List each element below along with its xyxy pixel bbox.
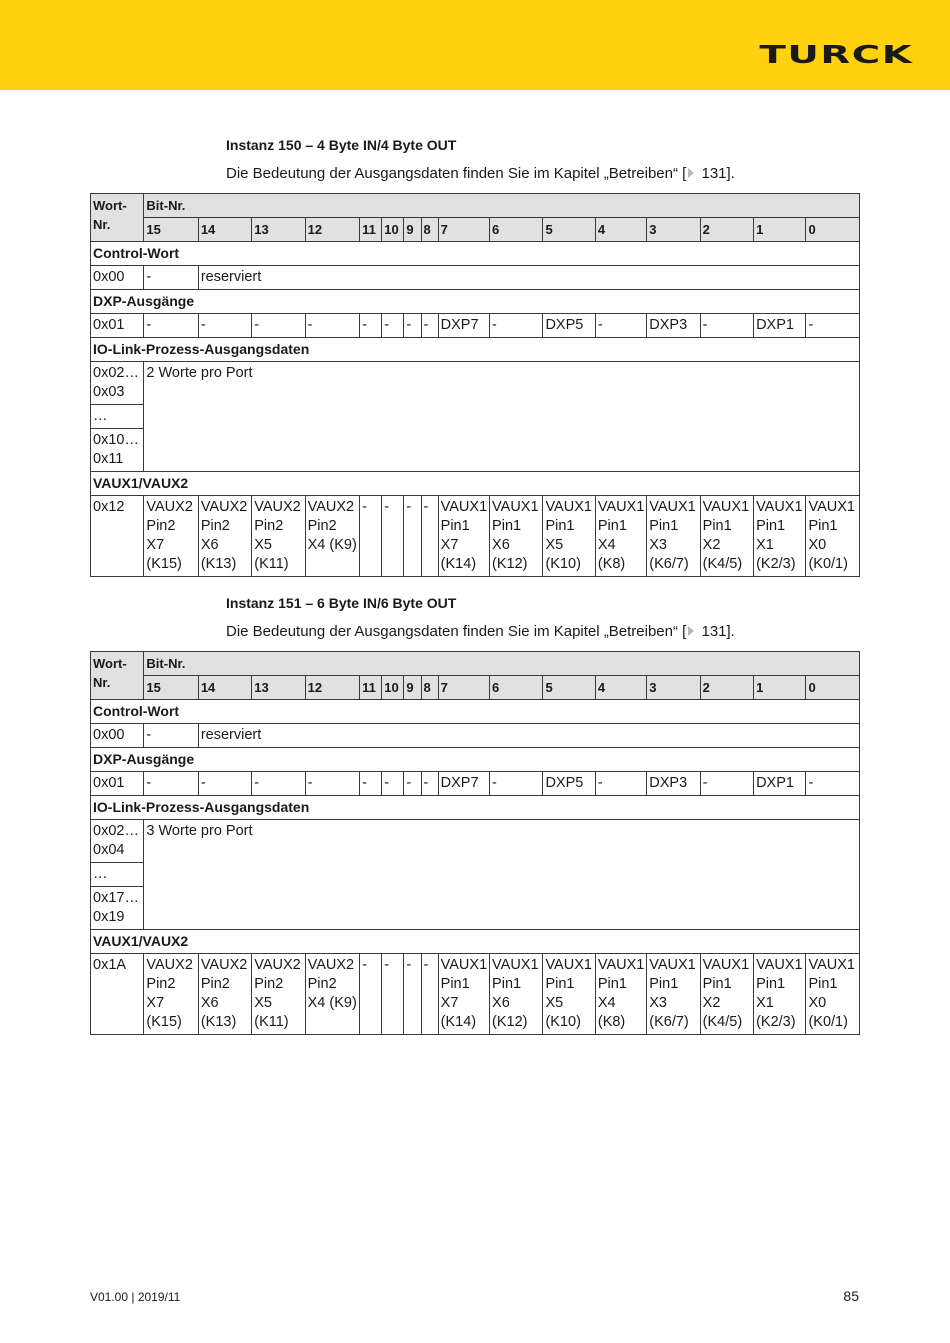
bit-number-cell: 9 xyxy=(404,218,421,242)
reserved-cell: reserviert xyxy=(198,266,859,290)
bit-cell: - xyxy=(404,496,421,577)
output-data-table xyxy=(90,651,860,1035)
table-row xyxy=(91,496,860,577)
bit-number-cell: 12 xyxy=(305,676,359,700)
bit-cell: DXP1 xyxy=(754,772,806,796)
bit-cell: - xyxy=(700,772,753,796)
io-link-process-output-section-label: IO-Link-Prozess-Ausgangsdaten xyxy=(91,796,860,820)
dxp-outputs-section-label: DXP-Ausgänge xyxy=(91,748,860,772)
bit-cell: DXP1 xyxy=(754,314,806,338)
bit-cell: DXP7 xyxy=(438,772,489,796)
bit-number-cell: 0 xyxy=(806,676,860,700)
header-row xyxy=(91,194,860,218)
bit-cell: - xyxy=(360,954,382,1035)
control-word-section xyxy=(91,700,860,724)
bit-cell: VAUX1 Pin1 X2 (K4/5) xyxy=(700,496,753,577)
header-row xyxy=(91,652,860,676)
word-number-cell: … xyxy=(91,863,144,887)
word-number-cell: 0x01 xyxy=(91,772,144,796)
bit-number-cell: 13 xyxy=(252,676,305,700)
bit-cell: - xyxy=(404,772,421,796)
bit-cell: - xyxy=(404,954,421,1035)
word-number-cell: 0x1A xyxy=(91,954,144,1035)
table-row xyxy=(91,362,860,405)
reserved-cell: reserviert xyxy=(198,724,859,748)
table-row xyxy=(91,820,860,863)
bit-cell: - xyxy=(144,266,198,290)
io-link-content-cell: 3 Worte pro Port xyxy=(144,820,860,930)
bit-cell: DXP3 xyxy=(647,772,700,796)
bit-number-cell: 6 xyxy=(490,676,543,700)
bit-cell: VAUX1 Pin1 X0 (K0/1) xyxy=(806,954,860,1035)
bit-cell: - xyxy=(595,772,646,796)
bit-cell: DXP3 xyxy=(647,314,700,338)
bit-number-cell: 14 xyxy=(198,218,251,242)
bit-cell: - xyxy=(360,314,382,338)
bit-number-cell: 1 xyxy=(754,218,806,242)
bit-number-cell: 8 xyxy=(421,676,438,700)
bit-number-cell: 2 xyxy=(700,676,753,700)
bit-cell: VAUX1 Pin1 X7 (K14) xyxy=(438,496,489,577)
bit-cell: VAUX2 Pin2 X7 (K15) xyxy=(144,954,198,1035)
bit-number-cell: 1 xyxy=(754,676,806,700)
page-reference-link[interactable]: 131]. xyxy=(697,165,735,182)
word-number-cell: 0x00 xyxy=(91,724,144,748)
word-number-cell: 0x12 xyxy=(91,496,144,577)
document-version: V01.00 | 2019/11 xyxy=(90,1290,181,1304)
header-bar xyxy=(0,0,950,90)
bit-number-cell: 12 xyxy=(305,218,359,242)
word-number-cell: 0x00 xyxy=(91,266,144,290)
bit-number-cell: 3 xyxy=(647,218,700,242)
bit-cell: - xyxy=(382,314,404,338)
bit-cell: - xyxy=(490,314,543,338)
bit-cell: - xyxy=(305,772,359,796)
turck-logo: TURCK xyxy=(759,40,913,69)
control-word-section-label: Control-Wort xyxy=(91,700,860,724)
bit-cell: VAUX1 Pin1 X6 (K12) xyxy=(490,496,543,577)
bit-number-cell: 8 xyxy=(421,218,438,242)
bit-number-cell: 10 xyxy=(382,676,404,700)
dxp-outputs-section xyxy=(91,290,860,314)
bit-cell: - xyxy=(421,772,438,796)
bit-cell: - xyxy=(252,314,305,338)
bit-cell: VAUX2 Pin2 X6 (K13) xyxy=(198,954,251,1035)
bit-cell: VAUX1 Pin1 X3 (K6/7) xyxy=(647,496,700,577)
page-reference-link[interactable]: 131]. xyxy=(697,623,735,640)
bit-cell: VAUX2 Pin2 X4 (K9) xyxy=(305,496,359,577)
word-number-cell: 0x01 xyxy=(91,314,144,338)
bit-cell: - xyxy=(144,314,198,338)
bit-number-cell: 0 xyxy=(806,218,860,242)
bit-number-cell: 7 xyxy=(438,218,489,242)
bit-number-cell: 5 xyxy=(543,676,595,700)
bit-cell: VAUX1 Pin1 X3 (K6/7) xyxy=(647,954,700,1035)
bit-cell: - xyxy=(144,724,198,748)
bit-number-cell: 4 xyxy=(595,676,646,700)
bit-cell: VAUX1 Pin1 X1 (K2/3) xyxy=(754,496,806,577)
bit-cell: - xyxy=(382,772,404,796)
bit-cell: DXP7 xyxy=(438,314,489,338)
word-number-cell: 0x10… 0x11 xyxy=(91,429,144,472)
page-number: 85 xyxy=(843,1288,859,1304)
bit-cell: VAUX2 Pin2 X4 (K9) xyxy=(305,954,359,1035)
bit-number-cell: 15 xyxy=(144,218,198,242)
word-number-header: Wort- Nr. xyxy=(91,194,144,242)
bit-cell: - xyxy=(252,772,305,796)
bit-cell: VAUX1 Pin1 X2 (K4/5) xyxy=(700,954,753,1035)
bit-number-cell: 7 xyxy=(438,676,489,700)
word-number-header: Wort- Nr. xyxy=(91,652,144,700)
bit-number-cell: 11 xyxy=(360,218,382,242)
bit-number-header: Bit-Nr. xyxy=(144,194,860,218)
control-word-section xyxy=(91,242,860,266)
bit-cell: - xyxy=(700,314,753,338)
bit-cell: - xyxy=(382,496,404,577)
vaux-section xyxy=(91,930,860,954)
bit-cell: - xyxy=(404,314,421,338)
bit-cell: - xyxy=(198,314,251,338)
vaux-section-label: VAUX1/VAUX2 xyxy=(91,930,860,954)
bit-cell: - xyxy=(806,772,860,796)
bit-cell: - xyxy=(595,314,646,338)
word-number-cell: … xyxy=(91,405,144,429)
bit-cell: - xyxy=(421,496,438,577)
bit-number-cell: 15 xyxy=(144,676,198,700)
io-link-process-output-section-label: IO-Link-Prozess-Ausgangsdaten xyxy=(91,338,860,362)
io-link-process-output-section xyxy=(91,796,860,820)
io-link-content-cell: 2 Worte pro Port xyxy=(144,362,860,472)
dxp-outputs-section-label: DXP-Ausgänge xyxy=(91,290,860,314)
section-title-instanz-150: Instanz 150 – 4 Byte IN/4 Byte OUT xyxy=(226,137,457,153)
section-description: Die Bedeutung der Ausgangsdaten finden Sie im Kapitel „Betreiben“ [ 131]. xyxy=(226,165,735,182)
bit-number-cell: 2 xyxy=(700,218,753,242)
dxp-outputs-section xyxy=(91,748,860,772)
bit-cell: VAUX2 Pin2 X7 (K15) xyxy=(144,496,198,577)
word-number-cell: 0x02… 0x04 xyxy=(91,820,144,863)
bit-cell: VAUX2 Pin2 X6 (K13) xyxy=(198,496,251,577)
bit-cell: - xyxy=(421,954,438,1035)
bit-cell: VAUX1 Pin1 X4 (K8) xyxy=(595,496,646,577)
table-row xyxy=(91,724,860,748)
bit-cell: - xyxy=(144,772,198,796)
word-number-cell: 0x17… 0x19 xyxy=(91,887,144,930)
bit-number-cell: 3 xyxy=(647,676,700,700)
word-number-cell: 0x02… 0x03 xyxy=(91,362,144,405)
io-link-process-output-section xyxy=(91,338,860,362)
output-data-table xyxy=(90,193,860,577)
bit-number-cell: 5 xyxy=(543,218,595,242)
bit-number-cell: 10 xyxy=(382,218,404,242)
bit-cell: - xyxy=(421,314,438,338)
link-arrow-icon xyxy=(688,168,694,178)
bit-cell: VAUX1 Pin1 X5 (K10) xyxy=(543,954,595,1035)
table-row xyxy=(91,266,860,290)
bit-number-cell: 6 xyxy=(490,218,543,242)
bit-cell: - xyxy=(806,314,860,338)
bit-cell: VAUX1 Pin1 X1 (K2/3) xyxy=(754,954,806,1035)
section-description: Die Bedeutung der Ausgangsdaten finden Sie im Kapitel „Betreiben“ [ 131]. xyxy=(226,623,735,640)
bit-cell: VAUX1 Pin1 X5 (K10) xyxy=(543,496,595,577)
bit-number-cell: 11 xyxy=(360,676,382,700)
bit-cell: VAUX1 Pin1 X7 (K14) xyxy=(438,954,489,1035)
bit-cell: VAUX2 Pin2 X5 (K11) xyxy=(252,954,305,1035)
bit-number-cell: 4 xyxy=(595,218,646,242)
table-row xyxy=(91,314,860,338)
control-word-section-label: Control-Wort xyxy=(91,242,860,266)
bit-number-row xyxy=(91,218,860,242)
bit-cell: - xyxy=(490,772,543,796)
bit-number-cell: 13 xyxy=(252,218,305,242)
bit-cell: - xyxy=(360,496,382,577)
table-row xyxy=(91,954,860,1035)
bit-cell: DXP5 xyxy=(543,772,595,796)
bit-cell: - xyxy=(382,954,404,1035)
bit-number-cell: 9 xyxy=(404,676,421,700)
bit-number-cell: 14 xyxy=(198,676,251,700)
bit-cell: - xyxy=(198,772,251,796)
vaux-section xyxy=(91,472,860,496)
bit-cell: VAUX1 Pin1 X0 (K0/1) xyxy=(806,496,860,577)
table-row xyxy=(91,772,860,796)
section-title-instanz-151: Instanz 151 – 6 Byte IN/6 Byte OUT xyxy=(226,595,457,611)
link-arrow-icon xyxy=(688,626,694,636)
vaux-section-label: VAUX1/VAUX2 xyxy=(91,472,860,496)
bit-cell: VAUX1 Pin1 X4 (K8) xyxy=(595,954,646,1035)
bit-cell: - xyxy=(360,772,382,796)
bit-number-header: Bit-Nr. xyxy=(144,652,860,676)
bit-cell: DXP5 xyxy=(543,314,595,338)
bit-cell: VAUX1 Pin1 X6 (K12) xyxy=(490,954,543,1035)
bit-cell: - xyxy=(305,314,359,338)
bit-number-row xyxy=(91,676,860,700)
bit-cell: VAUX2 Pin2 X5 (K11) xyxy=(252,496,305,577)
